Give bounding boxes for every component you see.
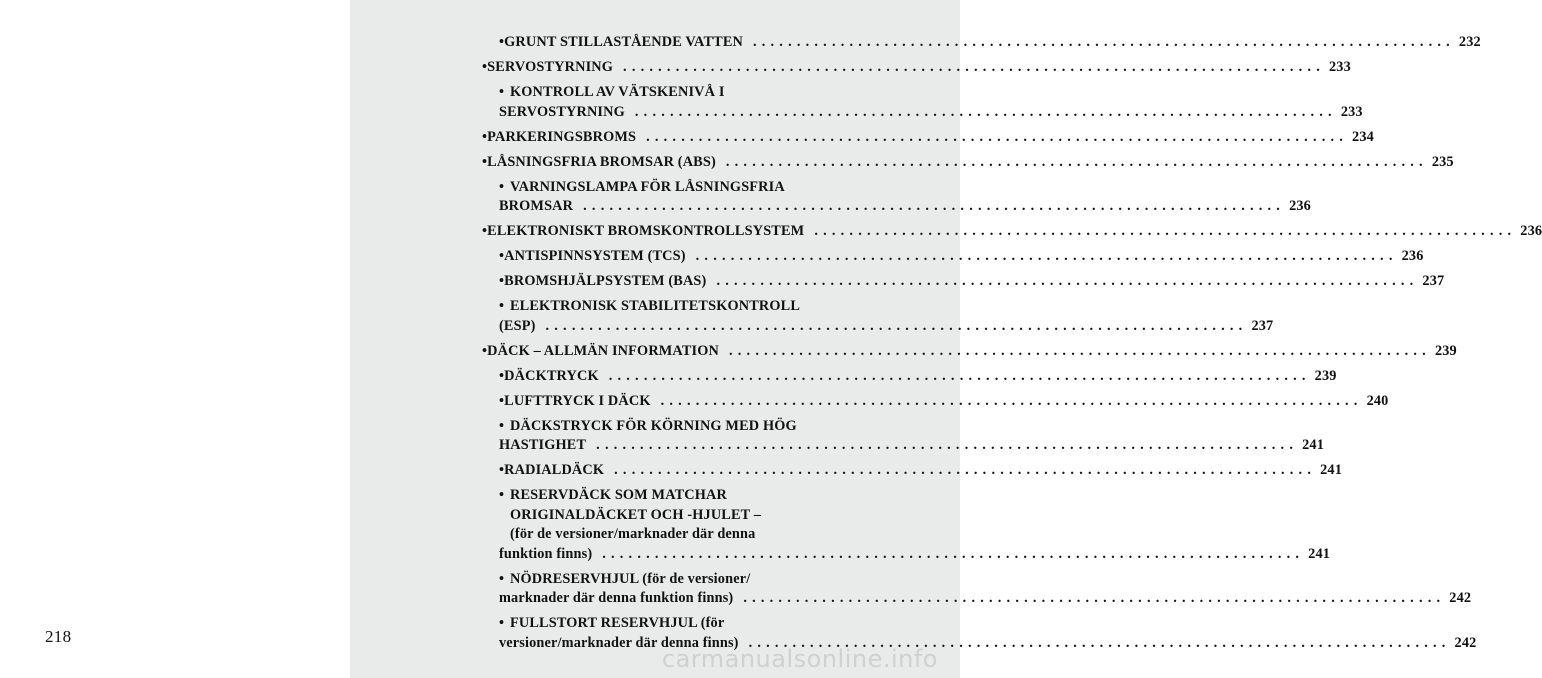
toc-entry-page: 237: [1422, 273, 1445, 289]
dot-leader: ................................................................................: [729, 342, 1431, 359]
dot-leader: ................................................................................: [614, 462, 1317, 478]
toc-entry[interactable]: [482, 33, 1481, 53]
toc-entry-page: 236: [1289, 198, 1311, 214]
dot-leader: ................................................................................: [743, 590, 1446, 606]
page-number: 218: [45, 627, 72, 646]
toc-entry[interactable]: [482, 461, 1342, 481]
toc-entry-title: LUFTTRYCK I DÄCK: [504, 392, 651, 409]
dot-leader: ................................................................................: [623, 59, 1325, 75]
toc-entry-title: funktion finns): [499, 545, 593, 562]
toc-entry[interactable]: [482, 570, 1472, 609]
toc-entry-line: [499, 506, 898, 526]
toc-entry[interactable]: [482, 417, 1325, 456]
bullet-icon: •: [499, 298, 505, 314]
toc-entry-line: [499, 247, 1424, 267]
toc-entry-title: RESERVDÄCK SOM MATCHAR: [510, 487, 727, 503]
toc-entry-title: RADIALDÄCK: [504, 462, 605, 478]
toc-entry-title: (för de versioner/marknader där denna: [510, 526, 756, 542]
dot-leader: ................................................................................: [716, 273, 1419, 289]
bullet-icon: •: [499, 84, 505, 100]
toc-entry-page: 233: [1328, 59, 1351, 75]
toc-entry-title: ORIGINALDÄCKET OCH -HJULET –: [510, 506, 762, 523]
toc-entry-page: 235: [1431, 153, 1454, 170]
toc-entry-title: ELEKTRONISKT BROMSKONTROLLSYSTEM: [487, 223, 805, 239]
toc-entry-page: 239: [1314, 367, 1337, 384]
toc-entry-line: [482, 58, 1351, 78]
toc-entry-line: [499, 545, 1331, 565]
toc-entry-title: LÅSNINGSFRIA BROMSAR (ABS): [487, 153, 716, 170]
toc-entry-line: [482, 342, 1457, 362]
toc-entry-title: ELEKTRONISK STABILITETSKONTROLL: [510, 298, 801, 314]
dot-leader: ................................................................................: [695, 248, 1398, 264]
toc-entry-line: [499, 317, 1274, 337]
toc-entry[interactable]: [482, 392, 1389, 412]
toc-entry-page: 239: [1434, 342, 1457, 359]
toc-entry[interactable]: [482, 247, 1424, 267]
toc-entry[interactable]: [482, 153, 1454, 173]
bullet-icon: •: [499, 487, 505, 503]
bullet-icon: •: [482, 128, 488, 145]
toc-entry[interactable]: [482, 128, 1374, 148]
toc-entry-title: KONTROLL AV VÄTSKENIVÅ I: [510, 84, 725, 100]
toc-entry-page: 237: [1251, 317, 1274, 334]
dot-leader: ................................................................................: [660, 392, 1363, 409]
bullet-icon: •: [499, 34, 505, 50]
toc-entry-title: BROMSHJÄLPSYSTEM (BAS): [504, 273, 707, 289]
bullet-icon: •: [499, 248, 505, 264]
toc-entry-page: 234: [1352, 128, 1374, 145]
toc-entry[interactable]: [482, 297, 1274, 336]
bullet-icon: •: [499, 392, 505, 409]
toc-entry[interactable]: [482, 486, 1331, 564]
bullet-icon: •: [482, 59, 488, 75]
toc-entry-page: 236: [1401, 248, 1424, 264]
toc-entry[interactable]: [482, 58, 1351, 78]
toc-entry-line: [499, 197, 1311, 217]
dot-leader: ................................................................................: [634, 103, 1337, 120]
bullet-icon: •: [482, 342, 488, 359]
toc-entry-line: [499, 486, 898, 506]
toc-entry-title: GRUNT STILLASTÅENDE VATTEN: [504, 34, 743, 50]
toc-entry-page: 232: [1458, 34, 1481, 50]
toc-entry-line: [499, 436, 1325, 456]
dot-leader: ................................................................................: [545, 317, 1248, 334]
toc-entry-line: [499, 461, 1342, 481]
toc-entry-page: 242: [1449, 590, 1472, 606]
bullet-icon: •: [499, 178, 505, 195]
toc-entry-page: 241: [1308, 545, 1331, 562]
toc-entry-line: [482, 222, 1542, 242]
toc-entry-page: 236: [1520, 223, 1542, 239]
toc-entry-line: [499, 589, 1472, 609]
toc-entry-title: ANTISPINNSYSTEM (TCS): [504, 248, 686, 264]
toc-entry-title: NÖDRESERVHJUL (för de versioner/: [510, 570, 751, 587]
dot-leader: ................................................................................: [608, 367, 1311, 384]
dot-leader: ................................................................................: [583, 198, 1286, 214]
watermark-text: carmanualsonline.info: [661, 645, 938, 673]
toc-entry-line: [499, 178, 898, 198]
toc-entry-page: 233: [1340, 103, 1363, 120]
toc-entry-page: 241: [1320, 462, 1342, 478]
toc-entry-line: [499, 614, 898, 634]
toc-entry-title: PARKERINGSBROMS: [487, 128, 637, 145]
toc-entry-title: marknader där denna funktion finns): [499, 590, 734, 606]
toc-entry-line: [499, 367, 1337, 387]
toc-entry-line: [499, 525, 898, 545]
left-page: [0, 0, 350, 678]
bullet-icon: •: [499, 570, 505, 587]
bullet-icon: •: [499, 615, 505, 631]
bullet-icon: •: [482, 153, 488, 170]
toc-entry[interactable]: [482, 178, 1311, 217]
toc-entry-title: (ESP): [499, 317, 536, 334]
bullet-icon: •: [499, 367, 505, 384]
toc-entry-page: 241: [1302, 437, 1325, 453]
toc-entry-page: 242: [1454, 634, 1477, 651]
dot-leader: ................................................................................: [646, 128, 1349, 145]
toc-entry-line: [499, 83, 898, 103]
toc-entry-line: [499, 297, 898, 317]
bullet-icon: •: [499, 273, 505, 289]
bullet-icon: •: [499, 462, 505, 478]
toc-entry[interactable]: [482, 222, 1542, 242]
toc-entry-line: [499, 417, 898, 437]
toc-entry[interactable]: [482, 367, 1337, 387]
toc-entry-title: SERVOSTYRNING: [499, 103, 625, 120]
toc-entry-title: BROMSAR: [499, 198, 574, 214]
toc-entry-title: DÄCKTRYCK: [504, 367, 599, 384]
toc-entry[interactable]: [482, 83, 1363, 122]
toc-entry[interactable]: [482, 272, 1445, 292]
toc-entry[interactable]: [482, 342, 1457, 362]
dot-leader: ................................................................................: [596, 437, 1299, 453]
toc-entry-title: HASTIGHET: [499, 437, 587, 453]
toc-entry-line: [482, 153, 1454, 173]
toc-entry-title: FULLSTORT RESERVHJUL (för: [510, 615, 725, 631]
toc-entry-line: [499, 103, 1363, 123]
toc-entry-line: [482, 128, 1374, 148]
dot-leader: ................................................................................: [814, 223, 1517, 239]
toc-entry-title: DÄCK – ALLMÄN INFORMATION: [487, 342, 719, 359]
toc-entry-line: [499, 570, 898, 590]
toc-entry-line: [499, 272, 1445, 292]
toc-entry-title: SERVOSTYRNING: [487, 59, 614, 75]
dot-leader: ................................................................................: [602, 545, 1305, 562]
toc-entry-line: [499, 33, 1481, 53]
bullet-icon: •: [482, 223, 488, 239]
bullet-icon: •: [499, 417, 505, 434]
toc-entry-page: 240: [1366, 392, 1389, 409]
toc-entry-title: DÄCKSTRYCK FÖR KÖRNING MED HÖG: [510, 417, 797, 434]
toc-entry-title: VARNINGSLAMPA FÖR LÅSNINGSFRIA: [510, 178, 785, 195]
dot-leader: ................................................................................: [748, 634, 1451, 651]
dot-leader: ................................................................................: [752, 34, 1455, 50]
toc-entry-line: [499, 392, 1389, 412]
toc-entry-title: versioner/marknader där denna finns): [499, 634, 739, 651]
dot-leader: ................................................................................: [725, 153, 1428, 170]
